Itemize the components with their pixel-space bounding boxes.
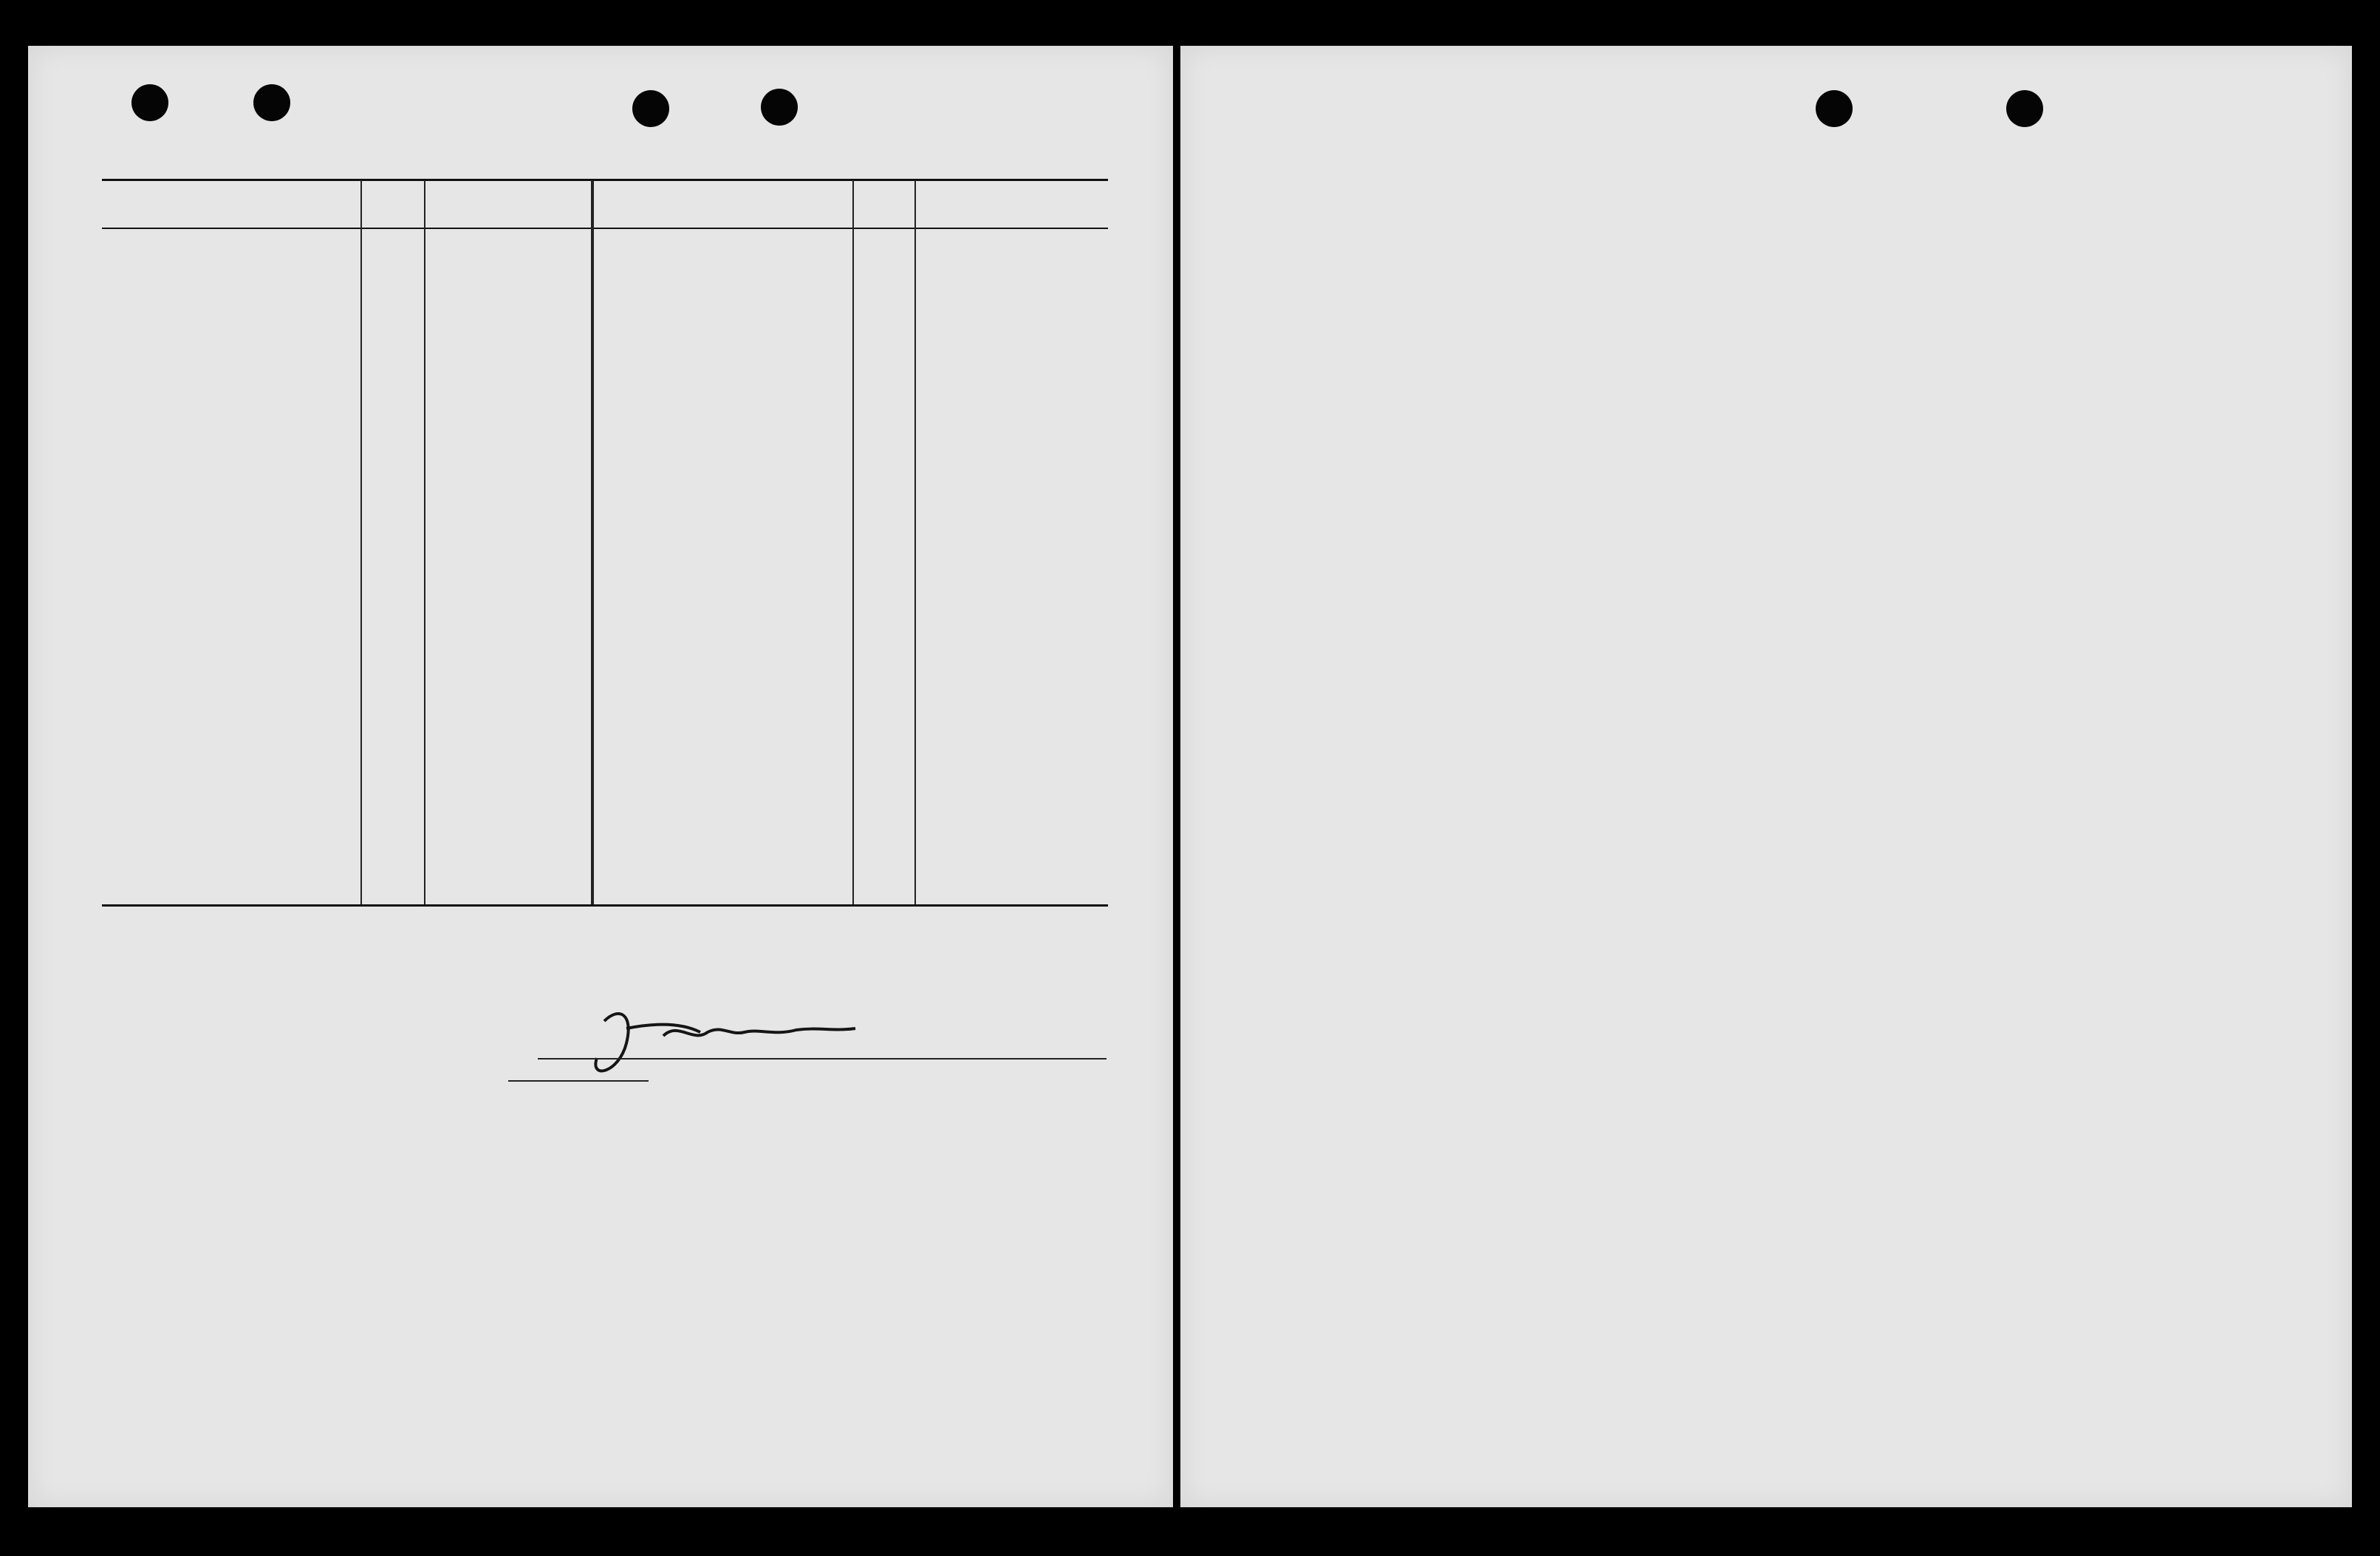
left-page	[28, 46, 1173, 1507]
right-page	[1180, 46, 2352, 1507]
punch-hole	[1816, 90, 1853, 127]
punch-hole	[761, 89, 798, 126]
punch-hole	[632, 90, 669, 127]
punch-hole	[131, 84, 168, 121]
punch-hole	[253, 84, 290, 121]
punch-hole	[2006, 90, 2043, 127]
master-signature	[575, 999, 900, 1088]
